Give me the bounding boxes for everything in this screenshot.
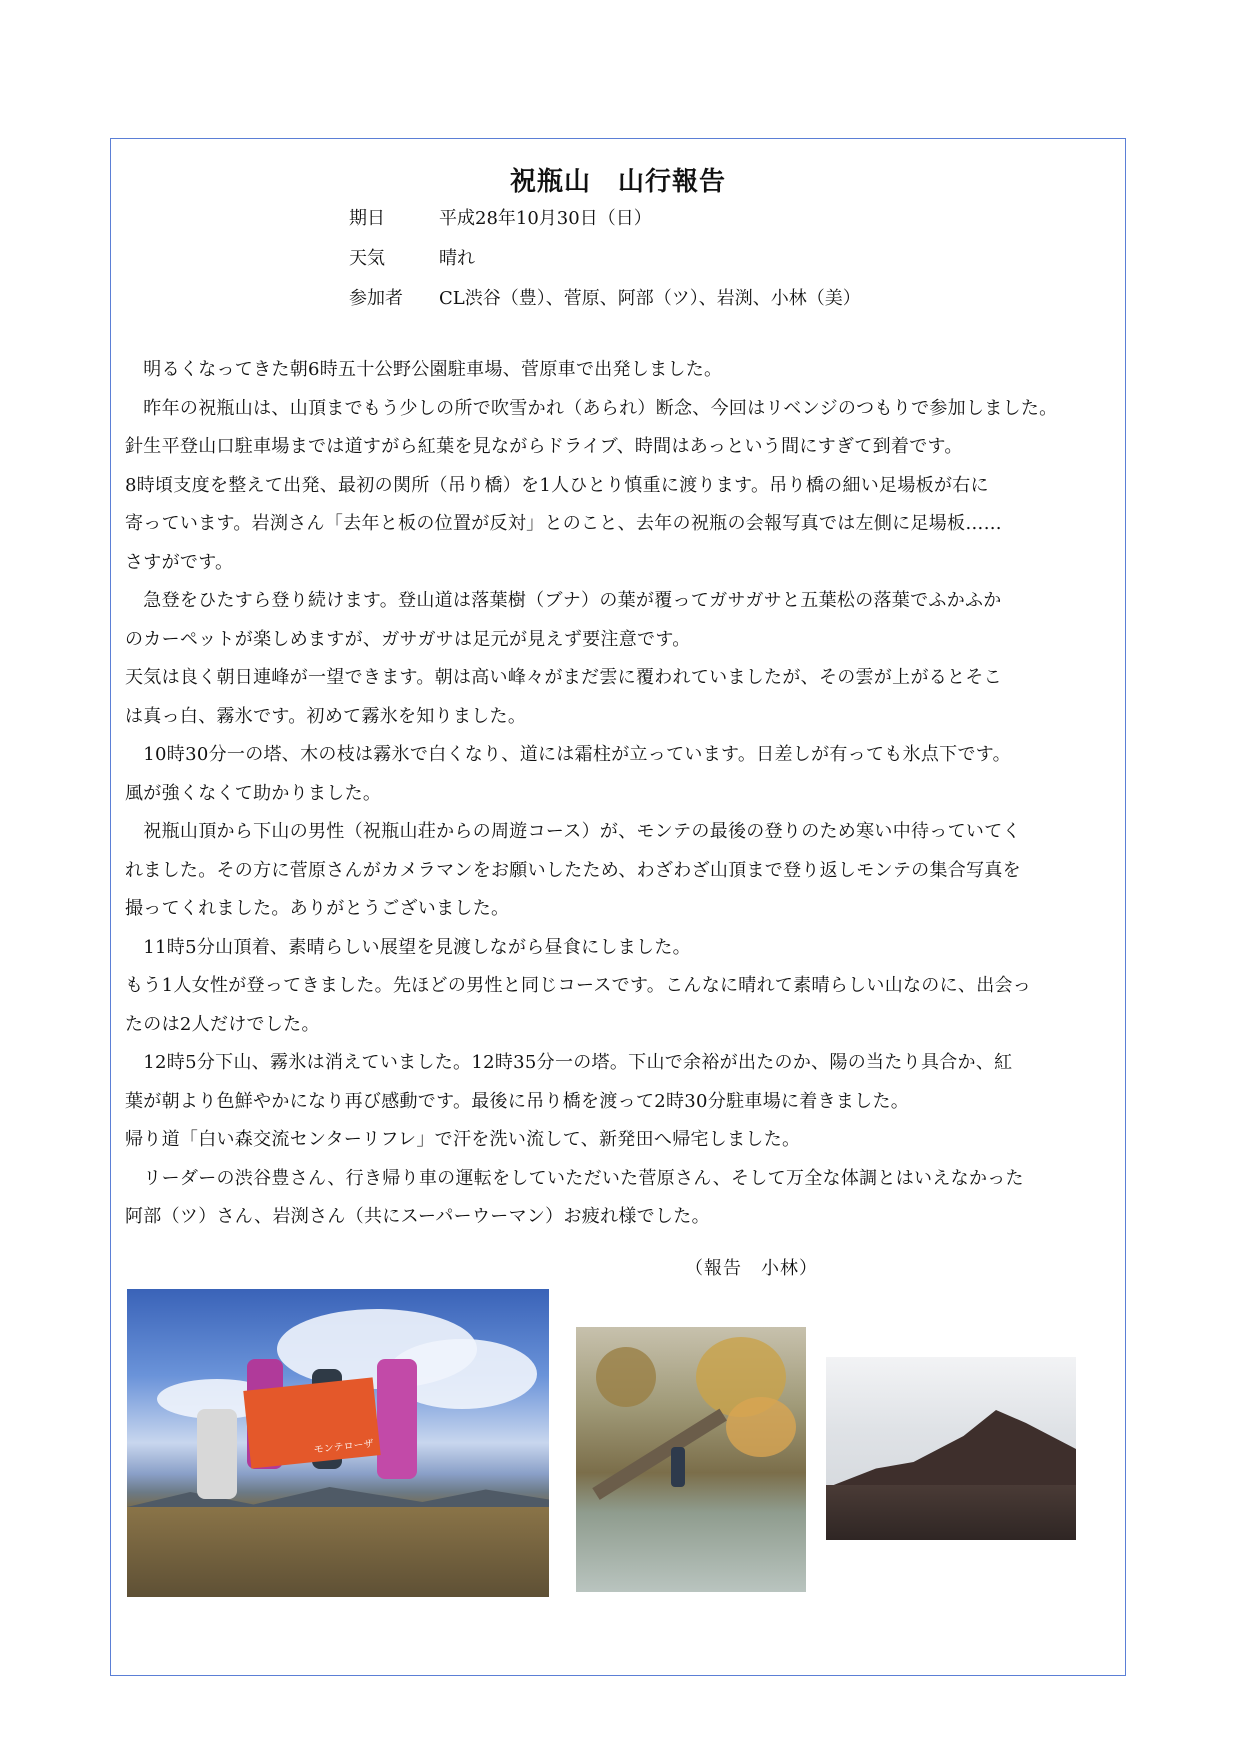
body-line: 祝瓶山頂から下山の男性（祝瓶山荘からの周遊コース）が、モンテの最後の登りのため寒い中待っていてく xyxy=(125,821,1021,842)
body-line: 針生平登山口駐車場までは道すがら紅葉を見ながらドライブ、時間はあっという間にすぎて到着です。 xyxy=(125,436,963,457)
reporter-credit: （報告 小林） xyxy=(685,1258,818,1279)
report-info xyxy=(349,199,861,319)
body-line: 8時頃支度を整えて出発、最初の関所（吊り橋）を1人ひとり慎重に渡ります。吊り橋の細い足場板が右に xyxy=(125,474,989,496)
info-label: 天気 xyxy=(349,248,385,269)
body-line: 12時5分下山、霧氷は消えていました。12時35分一の塔。下山で余裕が出たのか、陽の当たり具合か、紅 xyxy=(125,1052,1013,1073)
club-flag xyxy=(243,1377,380,1468)
info-value: CL渋谷（豊）、菅原、阿部（ツ）、岩渕、小林（美） xyxy=(439,288,861,309)
body-line: 11時5分山頂着、素晴らしい展望を見渡しながら昼食にしました。 xyxy=(125,936,691,958)
body-line: 10時30分一の塔、木の枝は霧氷で白くなり、道には霜柱が立っています。日差しが有っても氷点下です。 xyxy=(125,744,1011,765)
info-label: 期日 xyxy=(349,208,385,229)
body-line: 風が強くなくて助かりました。 xyxy=(125,782,382,804)
body-line: 阿部（ツ）さん、岩渕さん（共にスーパーウーマン）お疲れ様でした。 xyxy=(125,1206,710,1227)
info-value: 晴れ xyxy=(439,248,475,269)
report-body xyxy=(125,351,1125,1237)
report-title: 祝瓶山 山行報告 xyxy=(509,167,726,197)
flag-text: モンテローザ xyxy=(313,1438,375,1456)
body-line: 急登をひたすら登り続けます。登山道は落葉樹（ブナ）の葉が覆ってガサガサと五葉松の落葉でふかふか xyxy=(125,590,1002,611)
mountain-photo xyxy=(826,1357,1076,1540)
report-frame xyxy=(110,138,1126,1676)
body-line: リーダーの渋谷豊さん、行き帰り車の運転をしていただいた菅原さん、そして万全な体調とはいえなかった xyxy=(125,1167,1024,1189)
body-line: 帰り道「白い森交流センターリフレ」で汗を洗い流して、新発田へ帰宅しました。 xyxy=(125,1129,801,1150)
body-line: は真っ白、霧氷です。初めて霧氷を知りました。 xyxy=(125,705,527,727)
body-line: れました。その方に菅原さんがカメラマンをお願いしたため、わざわざ山頂まで登り返しモンテの集合写真を xyxy=(125,859,1021,881)
info-row-participants xyxy=(349,279,861,319)
summit-group-photo xyxy=(127,1289,549,1597)
body-line: もう1人女性が登ってきました。先ほどの男性と同じコースです。こんなに晴れて素晴らしい山なのに、出会っ xyxy=(125,975,1032,996)
body-line: 撮ってくれました。ありがとうございました。 xyxy=(125,898,510,919)
body-line: のカーペットが楽しめますが、ガサガサは足元が見えず要注意です。 xyxy=(125,628,691,650)
info-value: 平成28年10月30日（日） xyxy=(439,208,652,229)
info-row-date xyxy=(349,199,861,239)
body-line: たのは2人だけでした。 xyxy=(125,1013,320,1035)
body-line: 寄っています。岩渕さん「去年と板の位置が反対」とのこと、去年の祝瓶の会報写真では左側に足場板…… xyxy=(125,513,1002,534)
body-line: 昨年の祝瓶山は、山頂までもう少しの所で吹雪かれ（あられ）断念、今回はリベンジのつもりで参加しました。 xyxy=(125,397,1058,419)
info-label: 参加者 xyxy=(349,288,403,309)
body-line: 明るくなってきた朝6時五十公野公園駐車場、菅原車で出発しました。 xyxy=(125,359,723,380)
info-row-weather xyxy=(349,239,861,279)
body-line: さすがです。 xyxy=(125,551,234,573)
body-line: 天気は良く朝日連峰が一望できます。朝は高い峰々がまだ雲に覆われていましたが、その雲が上がるとそこ xyxy=(125,667,1002,688)
body-line: 葉が朝より色鮮やかになり再び感動です。最後に吊り橋を渡って2時30分駐車場に着きました。 xyxy=(125,1090,910,1112)
suspension-bridge-photo xyxy=(576,1327,806,1592)
